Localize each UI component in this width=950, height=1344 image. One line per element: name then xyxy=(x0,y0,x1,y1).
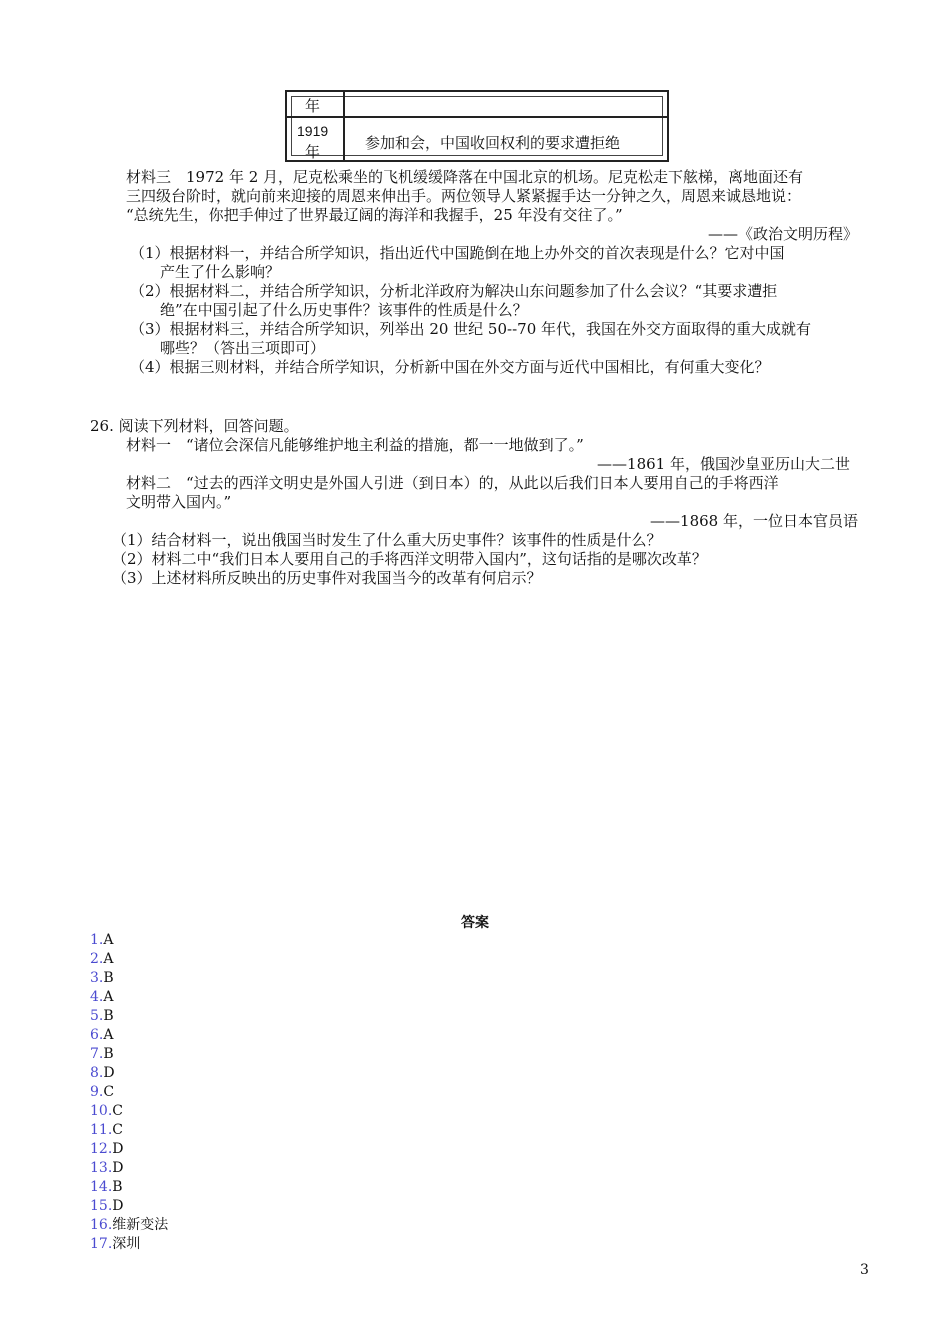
answer-number[interactable]: 3. xyxy=(90,970,104,986)
answer-number[interactable]: 12. xyxy=(90,1141,113,1157)
q26-sub1: （1）结合材料一，说出俄国当时发生了什么重大历史事件？该事件的性质是什么？ xyxy=(112,531,662,549)
table-cell-year-1919: 1919 xyxy=(297,123,329,139)
q25-sub3-line2: 哪些？（答出三项即可） xyxy=(160,339,326,357)
answer-item xyxy=(90,969,114,988)
q26-material2-line1: 材料二 “过去的西洋文明史是外国人引进（到日本）的，从此以后我们日本人要用自己的手将西洋 xyxy=(126,474,779,492)
answer-value: D xyxy=(112,1141,124,1157)
answer-value: A xyxy=(103,951,114,967)
answer-item xyxy=(90,1064,115,1083)
answer-value: 深圳 xyxy=(112,1236,141,1252)
history-table xyxy=(285,90,669,162)
answer-number[interactable]: 15. xyxy=(90,1198,113,1214)
answer-value: D xyxy=(112,1198,124,1214)
answer-number[interactable]: 17. xyxy=(90,1236,113,1252)
answer-item xyxy=(90,1121,123,1140)
table-column-divider xyxy=(343,92,345,160)
q25-material3-line2: 三四级台阶时，就向前来迎接的周恩来伸出手。两位领导人紧紧握手达一分钟之久，周恩来诚恳地说： xyxy=(126,187,802,205)
table-cell-event: 参加和会，中国收回权利的要求遭拒绝 xyxy=(365,135,621,152)
answer-number[interactable]: 7. xyxy=(90,1046,104,1062)
answer-value: B xyxy=(112,1179,123,1195)
answer-number[interactable]: 16. xyxy=(90,1217,113,1233)
answer-value: A xyxy=(103,932,114,948)
answer-value: D xyxy=(103,1065,115,1081)
answer-value: D xyxy=(112,1160,124,1176)
q25-sub1-line1: （1）根据材料一，并结合所学知识，指出近代中国跪倒在地上办外交的首次表现是什么？它对中国 xyxy=(130,244,785,262)
answer-item xyxy=(90,1083,114,1102)
answer-number[interactable]: 1. xyxy=(90,932,104,948)
q25-sub3-line1: （3）根据材料三，并结合所学知识，列举出 20 世纪 50--70 年代，我国在外交方面取得的重大成就有 xyxy=(130,320,812,338)
answer-value: A xyxy=(103,1027,114,1043)
answer-number[interactable]: 13. xyxy=(90,1160,113,1176)
table-cell-year-suffix: 年 xyxy=(305,144,321,161)
q25-sub2-line1: （2）根据材料二，并结合所学知识，分析北洋政府为解决山东问题参加了什么会议？“其要求遭拒 xyxy=(130,282,778,300)
q25-material3-source: ——《政治文明历程》 xyxy=(707,225,858,243)
answer-number[interactable]: 11. xyxy=(90,1122,113,1138)
answer-item xyxy=(90,1045,114,1064)
answer-value: A xyxy=(103,989,114,1005)
q26-material2-source: ——1868 年，一位日本官员语 xyxy=(650,512,858,530)
answer-item xyxy=(90,931,113,950)
answer-item xyxy=(90,988,113,1007)
q25-material3-line3: “总统先生，你把手伸过了世界最辽阔的海洋和我握手，25 年没有交往了。” xyxy=(126,206,623,224)
answer-value: B xyxy=(103,1008,114,1024)
answer-item xyxy=(90,1026,113,1045)
answer-number[interactable]: 9. xyxy=(90,1084,104,1100)
answer-number[interactable]: 14. xyxy=(90,1179,113,1195)
answer-value: C xyxy=(112,1122,123,1138)
answer-item xyxy=(90,1159,124,1178)
answer-item xyxy=(90,1216,168,1235)
answer-item xyxy=(90,1197,124,1216)
q25-sub1-line2: 产生了什么影响？ xyxy=(160,263,281,281)
answer-item xyxy=(90,1140,124,1159)
answer-item xyxy=(90,1235,140,1254)
q26-material2-line2: 文明带入国内。” xyxy=(126,493,232,511)
page-number: 3 xyxy=(860,1262,869,1278)
answer-item xyxy=(90,1102,123,1121)
answers-title: 答案 xyxy=(461,915,489,931)
answer-number[interactable]: 5. xyxy=(90,1008,104,1024)
answer-value: 维新变法 xyxy=(112,1217,169,1233)
q26-header: 26. 阅读下列材料，回答问题。 xyxy=(90,417,299,435)
answer-number[interactable]: 8. xyxy=(90,1065,104,1081)
answer-number[interactable]: 4. xyxy=(90,989,104,1005)
answer-value: C xyxy=(112,1103,123,1119)
q26-sub3: （3）上述材料所反映出的历史事件对我国当今的改革有何启示？ xyxy=(112,569,542,587)
answer-number[interactable]: 6. xyxy=(90,1027,104,1043)
q26-material1-source: ——1861 年，俄国沙皇亚历山大二世 xyxy=(597,455,850,473)
answer-value: B xyxy=(103,970,114,986)
q25-material3-line1: 材料三 1972 年 2 月，尼克松乘坐的飞机缓缓降落在中国北京的机场。尼克松走下舷梯，离地面还有 xyxy=(126,168,804,186)
q26-sub2: （2）材料二中“我们日本人要用自己的手将西洋文明带入国内”，这句话指的是哪次改革？ xyxy=(112,550,707,568)
q25-sub4-line1: （4）根据三则材料，并结合所学知识，分析新中国在外交方面与近代中国相比，有何重大变化？ xyxy=(130,358,770,376)
answer-item xyxy=(90,1178,123,1197)
answer-number[interactable]: 10. xyxy=(90,1103,113,1119)
q26-material1: 材料一 “诸位会深信凡能够维护地主利益的措施，都一一地做到了。” xyxy=(126,436,584,454)
table-cell-year: 年 xyxy=(305,98,321,115)
answer-value: B xyxy=(103,1046,114,1062)
answer-item xyxy=(90,1007,114,1026)
answer-number[interactable]: 2. xyxy=(90,951,104,967)
answer-item xyxy=(90,950,113,969)
answer-value: C xyxy=(103,1084,115,1100)
q25-sub2-line2: 绝”在中国引起了什么历史事件？该事件的性质是什么？ xyxy=(160,301,528,319)
